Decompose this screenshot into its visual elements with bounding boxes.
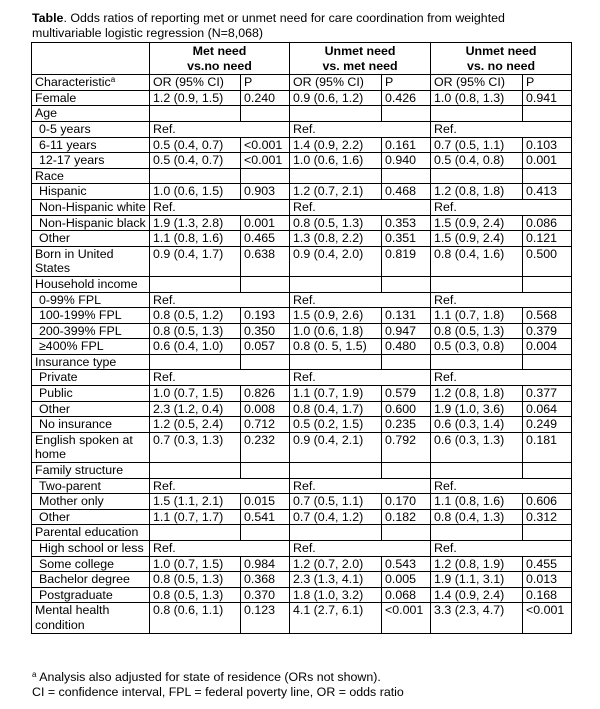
- row-label: Mother only: [32, 494, 150, 510]
- header-blank-cell: [32, 43, 150, 75]
- p-value-cell: 0.131: [382, 308, 431, 324]
- table-row: [32, 432, 572, 462]
- p-value-cell: [382, 168, 431, 184]
- table-row: [32, 137, 572, 153]
- section-row: [32, 525, 572, 541]
- or-ci-cell: 1.5 (0.9, 2.4): [431, 215, 523, 231]
- or-ci-cell: 3.3 (2.3, 4.7): [431, 603, 523, 633]
- p-value-cell: 0.068: [382, 587, 431, 603]
- or-ci-cell: 2.3 (1.2, 0.4): [150, 401, 241, 417]
- row-label: 200-399% FPL: [32, 323, 150, 339]
- p-value-cell: [523, 354, 572, 370]
- section-label: Household income: [32, 276, 150, 292]
- p-value-cell: 0.001: [523, 153, 572, 169]
- section-row: [32, 463, 572, 479]
- table-row: [32, 292, 572, 308]
- caption-label: Table: [32, 11, 64, 25]
- row-label: Some college: [32, 556, 150, 572]
- p-value-cell: 0.353: [382, 215, 431, 231]
- or-ci-cell: 0.8 (0.4, 1.3): [431, 509, 523, 525]
- table-row: [32, 121, 572, 137]
- characteristic-header: Characteristic$^a$: [32, 75, 150, 91]
- p-value-cell: 0.013: [523, 572, 572, 588]
- odds-ratio-table: [31, 42, 572, 634]
- p-value-cell: 0.123: [241, 603, 290, 633]
- table-row: [32, 308, 572, 324]
- or-ci-cell: 1.1 (0.8, 1.6): [431, 494, 523, 510]
- p-value-cell: 0.413: [523, 184, 572, 200]
- p-value-cell: <0.001: [382, 603, 431, 633]
- table-row: [32, 386, 572, 402]
- or-ci-cell: [290, 106, 382, 122]
- p-value-cell: [241, 354, 290, 370]
- p-value-cell: 0.377: [523, 386, 572, 402]
- or-ci-cell: 2.3 (1.3, 4.1): [290, 572, 382, 588]
- p-value-cell: <0.001: [241, 137, 290, 153]
- or-ci-cell: [150, 106, 241, 122]
- p-value-cell: [382, 292, 431, 308]
- group-header-unmet-vs-no: Unmet need vs. no need: [431, 43, 572, 75]
- p-value-cell: 0.606: [523, 494, 572, 510]
- p-value-cell: [523, 541, 572, 557]
- p-value-cell: 0.232: [241, 432, 290, 462]
- p-value-cell: [241, 292, 290, 308]
- or-ci-cell: 0.9 (0.4, 2.0): [290, 246, 382, 276]
- p-value-cell: 0.015: [241, 494, 290, 510]
- or-ci-cell: 0.5 (0.4, 0.8): [431, 153, 523, 169]
- p-header: P: [241, 75, 290, 91]
- p-value-cell: [382, 106, 431, 122]
- p-value-cell: [523, 292, 572, 308]
- or-ci-cell: Ref.: [150, 478, 241, 494]
- or-ci-cell: Ref.: [150, 292, 241, 308]
- p-value-cell: 0.249: [523, 417, 572, 433]
- or-ci-cell: 0.8 (0.4, 1.6): [431, 246, 523, 276]
- table-row: [32, 417, 572, 433]
- row-label: Female: [32, 90, 150, 106]
- p-value-cell: 0.426: [382, 90, 431, 106]
- p-value-cell: <0.001: [241, 153, 290, 169]
- or-ci-cell: 1.8 (1.0, 3.2): [290, 587, 382, 603]
- p-value-cell: 0.500: [523, 246, 572, 276]
- p-value-cell: [241, 541, 290, 557]
- p-value-cell: 0.312: [523, 509, 572, 525]
- row-label: Mental health condition: [32, 603, 150, 633]
- p-value-cell: 0.903: [241, 184, 290, 200]
- or-ci-cell: 1.5 (1.1, 2.1): [150, 494, 241, 510]
- footnote-abbreviations: CI = confidence interval, FPL = federal poverty line, OR = odds ratio: [32, 685, 404, 699]
- or-ci-cell: Ref.: [290, 121, 382, 137]
- or-ci-cell: 0.5 (0.4, 0.7): [150, 153, 241, 169]
- table-row: [32, 494, 572, 510]
- p-value-cell: [241, 106, 290, 122]
- p-value-cell: 0.947: [382, 323, 431, 339]
- or-ci-cell: 1.1 (0.8, 1.6): [150, 231, 241, 247]
- or-ci-cell: 1.5 (0.9, 2.6): [290, 308, 382, 324]
- or-ci-cell: [290, 525, 382, 541]
- or-ci-cell: Ref.: [150, 541, 241, 557]
- p-value-cell: [382, 354, 431, 370]
- group-header-row: [32, 43, 572, 75]
- or-ci-cell: [150, 463, 241, 479]
- or-ci-cell: Ref.: [290, 370, 382, 386]
- or-ci-cell: 1.5 (0.9, 2.4): [431, 231, 523, 247]
- p-value-cell: 0.235: [382, 417, 431, 433]
- or-ci-cell: 0.8 (0.5, 1.3): [150, 587, 241, 603]
- or-ci-cell: 0.5 (0.2, 1.5): [290, 417, 382, 433]
- p-value-cell: 0.181: [523, 432, 572, 462]
- p-value-cell: 0.370: [241, 587, 290, 603]
- or-ci-cell: 0.8 (0.5, 1.3): [150, 323, 241, 339]
- table-row: [32, 556, 572, 572]
- p-value-cell: [241, 525, 290, 541]
- p-value-cell: 0.103: [523, 137, 572, 153]
- or-ci-cell: [431, 106, 523, 122]
- section-label: Race: [32, 168, 150, 184]
- group-header-met-vs-no: Met need vs.no need: [150, 43, 290, 75]
- or-ci-cell: 0.8 (0.5, 1.2): [150, 308, 241, 324]
- or-ci-cell: 1.0 (0.6, 1.8): [290, 323, 382, 339]
- p-value-cell: [523, 199, 572, 215]
- or-ci-cell: 1.1 (0.7, 1.8): [431, 308, 523, 324]
- or-ci-cell: 0.8 (0.5, 1.3): [431, 323, 523, 339]
- row-label: Other: [32, 231, 150, 247]
- or-ci-cell: 1.1 (0.7, 1.9): [290, 386, 382, 402]
- or-ci-cell: Ref.: [431, 370, 523, 386]
- or-ci-cell: 1.9 (1.3, 2.8): [150, 215, 241, 231]
- or-header: OR (95% CI): [431, 75, 523, 91]
- p-value-cell: 0.168: [523, 587, 572, 603]
- p-value-cell: [523, 168, 572, 184]
- or-ci-cell: 1.2 (0.7, 2.1): [290, 184, 382, 200]
- or-ci-cell: 1.4 (0.9, 2.4): [431, 587, 523, 603]
- or-ci-cell: Ref.: [290, 199, 382, 215]
- p-value-cell: 0.161: [382, 137, 431, 153]
- p-value-cell: 0.240: [241, 90, 290, 106]
- or-ci-cell: 0.8 (0. 5, 1.5): [290, 339, 382, 355]
- or-ci-cell: 0.7 (0.5, 1.1): [431, 137, 523, 153]
- p-value-cell: 0.455: [523, 556, 572, 572]
- or-ci-cell: Ref.: [431, 121, 523, 137]
- row-label: Postgraduate: [32, 587, 150, 603]
- table-row: [32, 199, 572, 215]
- p-value-cell: 0.351: [382, 231, 431, 247]
- row-label: Hispanic: [32, 184, 150, 200]
- or-ci-cell: [431, 168, 523, 184]
- table-row: [32, 153, 572, 169]
- row-label: Bachelor degree: [32, 572, 150, 588]
- p-value-cell: 0.465: [241, 231, 290, 247]
- or-ci-cell: 0.5 (0.4, 0.7): [150, 137, 241, 153]
- or-ci-cell: 1.0 (0.8, 1.3): [431, 90, 523, 106]
- p-value-cell: 0.182: [382, 509, 431, 525]
- p-value-cell: [523, 525, 572, 541]
- column-header-row: [32, 75, 572, 91]
- table-row: [32, 541, 572, 557]
- or-ci-cell: Ref.: [290, 541, 382, 557]
- row-label: English spoken at home: [32, 432, 150, 462]
- table-row: [32, 90, 572, 106]
- p-value-cell: [382, 276, 431, 292]
- p-value-cell: 0.543: [382, 556, 431, 572]
- or-ci-cell: 1.2 (0.5, 2.4): [150, 417, 241, 433]
- p-value-cell: 0.008: [241, 401, 290, 417]
- p-value-cell: [241, 199, 290, 215]
- or-ci-cell: 1.0 (0.7, 1.5): [150, 386, 241, 402]
- p-value-cell: [241, 121, 290, 137]
- or-ci-cell: 0.8 (0.6, 1.1): [150, 603, 241, 633]
- p-value-cell: [523, 276, 572, 292]
- row-label: 0-99% FPL: [32, 292, 150, 308]
- or-ci-cell: 0.8 (0.5, 1.3): [150, 572, 241, 588]
- or-ci-cell: [290, 276, 382, 292]
- p-value-cell: 0.826: [241, 386, 290, 402]
- p-value-cell: 0.568: [523, 308, 572, 324]
- row-label: ≥400% FPL: [32, 339, 150, 355]
- group-header-unmet-vs-met: Unmet need vs. met need: [290, 43, 431, 75]
- or-ci-cell: 0.8 (0.5, 1.3): [290, 215, 382, 231]
- or-ci-cell: [431, 276, 523, 292]
- p-value-cell: 0.941: [523, 90, 572, 106]
- p-value-cell: [382, 478, 431, 494]
- row-label: Public: [32, 386, 150, 402]
- row-label: Non-Hispanic white: [32, 199, 150, 215]
- p-value-cell: 0.064: [523, 401, 572, 417]
- section-label: Parental education: [32, 525, 150, 541]
- or-ci-cell: 1.3 (0.8, 2.2): [290, 231, 382, 247]
- p-value-cell: 0.712: [241, 417, 290, 433]
- p-value-cell: [382, 541, 431, 557]
- or-ci-cell: 1.2 (0.8, 1.8): [431, 386, 523, 402]
- p-value-cell: [523, 478, 572, 494]
- or-ci-cell: Ref.: [150, 121, 241, 137]
- or-ci-cell: Ref.: [150, 370, 241, 386]
- or-ci-cell: 0.7 (0.3, 1.3): [150, 432, 241, 462]
- p-value-cell: 0.193: [241, 308, 290, 324]
- row-label: 12-17 years: [32, 153, 150, 169]
- row-label: Born in United States: [32, 246, 150, 276]
- table-row: [32, 401, 572, 417]
- p-value-cell: [241, 463, 290, 479]
- or-ci-cell: [150, 168, 241, 184]
- section-row: [32, 106, 572, 122]
- or-ci-cell: [290, 354, 382, 370]
- row-label: Other: [32, 401, 150, 417]
- or-ci-cell: 1.0 (0.7, 1.5): [150, 556, 241, 572]
- row-label: Private: [32, 370, 150, 386]
- or-ci-cell: 1.9 (1.1, 3.1): [431, 572, 523, 588]
- p-value-cell: 0.600: [382, 401, 431, 417]
- p-value-cell: 0.940: [382, 153, 431, 169]
- table-body: [32, 90, 572, 633]
- footnotes: [32, 670, 572, 700]
- table-row: [32, 478, 572, 494]
- table-row: [32, 603, 572, 633]
- or-ci-cell: Ref.: [150, 199, 241, 215]
- p-value-cell: 0.638: [241, 246, 290, 276]
- row-label: 100-199% FPL: [32, 308, 150, 324]
- or-ci-cell: 0.9 (0.4, 1.7): [150, 246, 241, 276]
- p-value-cell: <0.001: [523, 603, 572, 633]
- or-ci-cell: 0.9 (0.4, 2.1): [290, 432, 382, 462]
- p-value-cell: 0.541: [241, 509, 290, 525]
- p-value-cell: 0.379: [523, 323, 572, 339]
- table-row: [32, 246, 572, 276]
- row-label: Two-parent: [32, 478, 150, 494]
- or-ci-cell: 1.2 (0.7, 2.0): [290, 556, 382, 572]
- or-ci-cell: 0.7 (0.5, 1.1): [290, 494, 382, 510]
- p-header: P: [523, 75, 572, 91]
- p-value-cell: [382, 463, 431, 479]
- table-caption: [32, 11, 552, 41]
- or-ci-cell: 1.0 (0.6, 1.5): [150, 184, 241, 200]
- or-ci-cell: [290, 463, 382, 479]
- or-ci-cell: 0.5 (0.3, 0.8): [431, 339, 523, 355]
- or-ci-cell: [150, 276, 241, 292]
- or-ci-cell: 1.1 (0.7, 1.7): [150, 509, 241, 525]
- table-row: [32, 215, 572, 231]
- p-value-cell: 0.350: [241, 323, 290, 339]
- section-label: Family structure: [32, 463, 150, 479]
- p-value-cell: [523, 463, 572, 479]
- or-ci-cell: 1.9 (1.0, 3.6): [431, 401, 523, 417]
- row-label: No insurance: [32, 417, 150, 433]
- p-value-cell: [523, 106, 572, 122]
- p-value-cell: 0.086: [523, 215, 572, 231]
- row-label: Other: [32, 509, 150, 525]
- section-row: [32, 354, 572, 370]
- p-value-cell: 0.468: [382, 184, 431, 200]
- or-ci-cell: 4.1 (2.7, 6.1): [290, 603, 382, 633]
- p-header: P: [382, 75, 431, 91]
- or-ci-cell: 0.7 (0.4, 1.2): [290, 509, 382, 525]
- or-ci-cell: 1.2 (0.8, 1.8): [431, 184, 523, 200]
- or-ci-cell: 0.8 (0.4, 1.7): [290, 401, 382, 417]
- or-header: OR (95% CI): [150, 75, 241, 91]
- p-value-cell: [241, 276, 290, 292]
- or-ci-cell: Ref.: [290, 292, 382, 308]
- p-value-cell: 0.170: [382, 494, 431, 510]
- p-value-cell: 0.984: [241, 556, 290, 572]
- table-row: [32, 370, 572, 386]
- p-value-cell: 0.001: [241, 215, 290, 231]
- p-value-cell: [382, 525, 431, 541]
- or-ci-cell: 0.6 (0.4, 1.0): [150, 339, 241, 355]
- or-ci-cell: [150, 525, 241, 541]
- p-value-cell: 0.819: [382, 246, 431, 276]
- p-value-cell: 0.480: [382, 339, 431, 355]
- or-ci-cell: 0.9 (0.6, 1.2): [290, 90, 382, 106]
- or-ci-cell: Ref.: [290, 478, 382, 494]
- or-ci-cell: 1.2 (0.8, 1.9): [431, 556, 523, 572]
- p-value-cell: 0.368: [241, 572, 290, 588]
- table-row: [32, 184, 572, 200]
- or-ci-cell: [150, 354, 241, 370]
- section-label: Age: [32, 106, 150, 122]
- p-value-cell: [241, 478, 290, 494]
- p-value-cell: [382, 121, 431, 137]
- row-label: 0-5 years: [32, 121, 150, 137]
- footnote-adjustment: $^a$ Analysis also adjusted for state of residence (ORs not shown).: [32, 670, 381, 684]
- or-ci-cell: Ref.: [431, 541, 523, 557]
- p-value-cell: [382, 199, 431, 215]
- p-value-cell: 0.121: [523, 231, 572, 247]
- or-ci-cell: 0.6 (0.3, 1.4): [431, 417, 523, 433]
- p-value-cell: [523, 121, 572, 137]
- or-ci-cell: 1.2 (0.9, 1.5): [150, 90, 241, 106]
- caption-text: . Odds ratios of reporting met or unmet need for care coordination from weighted multivariable logistic regression (N=8,068): [32, 11, 505, 40]
- table-row: [32, 587, 572, 603]
- or-ci-cell: 1.0 (0.6, 1.6): [290, 153, 382, 169]
- section-row: [32, 168, 572, 184]
- or-ci-cell: 0.6 (0.3, 1.3): [431, 432, 523, 462]
- row-label: Non-Hispanic black: [32, 215, 150, 231]
- or-ci-cell: Ref.: [431, 199, 523, 215]
- row-label: High school or less: [32, 541, 150, 557]
- p-value-cell: 0.579: [382, 386, 431, 402]
- p-value-cell: [382, 370, 431, 386]
- or-ci-cell: Ref.: [431, 292, 523, 308]
- table-row: [32, 509, 572, 525]
- p-value-cell: [241, 370, 290, 386]
- p-value-cell: 0.005: [382, 572, 431, 588]
- p-value-cell: [241, 168, 290, 184]
- p-value-cell: 0.057: [241, 339, 290, 355]
- or-ci-cell: [290, 168, 382, 184]
- or-ci-cell: [431, 525, 523, 541]
- section-label: Insurance type: [32, 354, 150, 370]
- table-row: [32, 323, 572, 339]
- section-row: [32, 276, 572, 292]
- or-ci-cell: Ref.: [431, 478, 523, 494]
- p-value-cell: 0.792: [382, 432, 431, 462]
- or-ci-cell: [431, 354, 523, 370]
- table-row: [32, 339, 572, 355]
- p-value-cell: [523, 370, 572, 386]
- or-ci-cell: 1.4 (0.9, 2.2): [290, 137, 382, 153]
- or-ci-cell: [431, 463, 523, 479]
- row-label: 6-11 years: [32, 137, 150, 153]
- or-header: OR (95% CI): [290, 75, 382, 91]
- table-row: [32, 231, 572, 247]
- table-row: [32, 572, 572, 588]
- p-value-cell: 0.004: [523, 339, 572, 355]
